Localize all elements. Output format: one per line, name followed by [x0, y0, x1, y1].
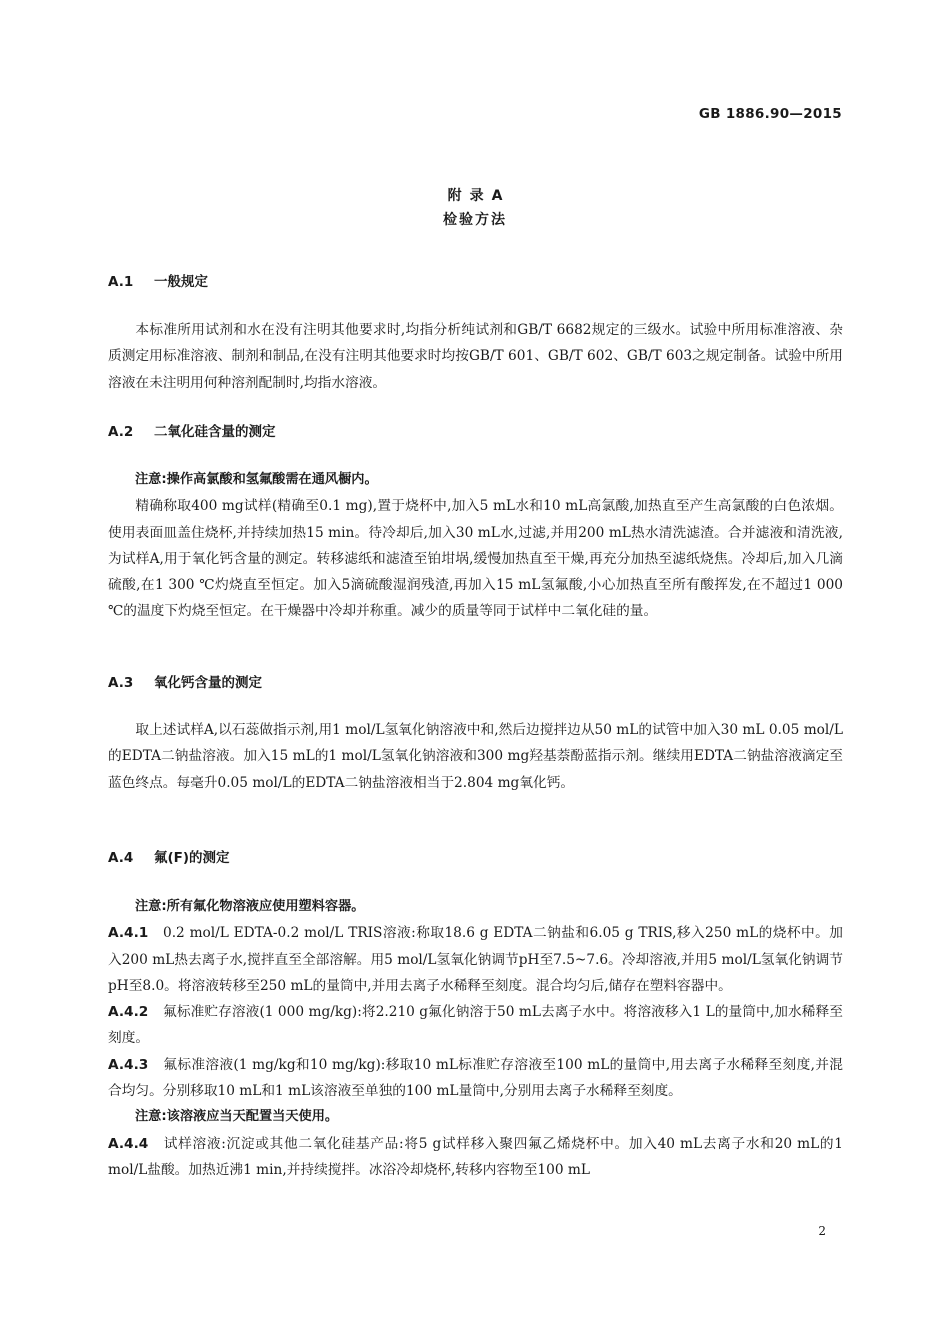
clause-text: 0.2 mol/L EDTA-0.2 mol/L TRIS溶液:称取18.6 g EDTA二钠盐和6.05 g TRIS,移入250 mL的烧杯中。加入200 mL热去离子水,搅拌直至全部溶解。用5 mol/L氢氧化钠调节pH至7.5~7.6。冷却溶液,并用5 mol/L氢氧化钠调节pH至8.0。将溶液转移至250 mL的量筒中,并用去离子水稀释至刻度。混合均匀后,储存在塑料容器中。 — [108, 925, 843, 994]
section-body-a4 — [108, 894, 843, 1183]
clause-a-4-1 — [108, 920, 843, 999]
section-heading-a1 — [108, 272, 208, 292]
section-heading-a2 — [108, 422, 276, 442]
paragraph: 取上述试样A,以石蕊做指示剂,用1 mol/L氢氧化钠溶液中和,然后边搅拌边从50 mL的试管中加入30 mL 0.05 mol/L的EDTA二钠盐溶液。加入15 mL的1 mol/L氢氧化钠溶液和300 mg羟基萘酚蓝指示剂。继续用EDTA二钠盐溶液滴定至蓝色终点。每毫升0.05 mol/L的EDTA二钠盐溶液相当于2.804 mg氧化钙。 — [108, 722, 843, 791]
clause-text: 氟标准贮存溶液(1 000 mg/kg):将2.210 g氟化钠溶于50 mL去离子水中。将溶液移入1 L的量筒中,加水稀释至刻度。 — [108, 1004, 843, 1047]
clause-number: A.4.1 — [108, 925, 149, 942]
standard-code: GB 1886.90—2015 — [698, 106, 842, 122]
section-heading-a4 — [108, 848, 230, 868]
page-number: 2 — [818, 1224, 826, 1238]
clause-a-4-3 — [108, 1052, 843, 1105]
appendix-label: 附录A — [447, 188, 511, 204]
paragraph: 精确称取400 mg试样(精确至0.1 mg),置于烧杯中,加入5 mL水和10 mL高氯酸,加热直至产生高氯酸的白色浓烟。使用表面皿盖住烧杯,并持续加热15 min。待冷却后,加入30 mL水,过滤,并用200 mL热水清洗滤渣。合并滤液和清洗液,为试样A,用于氧化钙含量的测定。转移滤纸和滤渣至铂坩埚,缓慢加热直至干燥,再充分加热至滤纸烧焦。冷却后,加入几滴硫酸,在1 300 ℃灼烧直至恒定。加入5滴硫酸湿润残渣,再加入15 mL氢氟酸,小心加热直至所有酸挥发,在不超过1 000 ℃的温度下灼烧至恒定。在干燥器中冷却并称重。减少的质量等同于试样中二氧化硅的量。 — [108, 498, 843, 620]
appendix-title: 检验方法 — [443, 212, 507, 228]
section-body-a3 — [108, 717, 843, 796]
section-number: A.4 — [108, 850, 134, 866]
section-title: 氧化钙含量的测定 — [154, 675, 262, 691]
safety-note: 注意:操作高氯酸和氢氟酸需在通风橱内。 — [135, 472, 378, 487]
section-number: A.3 — [108, 675, 134, 691]
section-number: A.1 — [108, 274, 134, 290]
clause-number: A.4.3 — [108, 1056, 149, 1073]
appendix-header — [0, 184, 950, 232]
clause-text: 氟标准溶液(1 mg/kg和10 mg/kg):移取10 mL标准贮存溶液至100 mL的量筒中,用去离子水稀释至刻度,并混合均匀。分别移取10 mL和1 mL该溶液至单独的100 mL量筒中,分别用去离子水稀释至刻度。 — [108, 1056, 843, 1100]
paragraph: 本标准所用试剂和水在没有注明其他要求时,均指分析纯试剂和GB/T 6682规定的三级水。试验中所用标准溶液、杂质测定用标准溶液、制剂和制品,在没有注明其他要求时均按GB/T 601、GB/T 602、GB/T 603之规定制备。试验中所用溶液在未注明用何种溶剂配制时,均指水溶液。 — [108, 322, 843, 391]
section-title: 二氧化硅含量的测定 — [154, 424, 276, 440]
section-number: A.2 — [108, 424, 134, 440]
safety-note: 注意:该溶液应当天配置当天使用。 — [135, 1109, 339, 1125]
section-title: 氟(F)的测定 — [154, 850, 230, 866]
safety-note: 注意:所有氟化物溶液应使用塑料容器。 — [135, 899, 365, 914]
section-title: 一般规定 — [154, 274, 208, 290]
section-heading-a3 — [108, 673, 262, 693]
section-body-a2 — [108, 467, 843, 625]
clause-a-4-2 — [108, 999, 843, 1052]
clause-number: A.4.4 — [108, 1135, 149, 1152]
section-body-a1 — [108, 317, 843, 396]
clause-text: 试样溶液:沉淀或其他二氧化硅基产品:将5 g试样移入聚四氟乙烯烧杯中。加入40 mL去离子水和20 mL的1 mol/L盐酸。加热近沸1 min,并持续搅拌。冰浴冷却烧杯,转移内容物至100 mL — [108, 1135, 843, 1178]
clause-a-4-4 — [108, 1131, 843, 1184]
clause-number: A.4.2 — [108, 1004, 149, 1021]
